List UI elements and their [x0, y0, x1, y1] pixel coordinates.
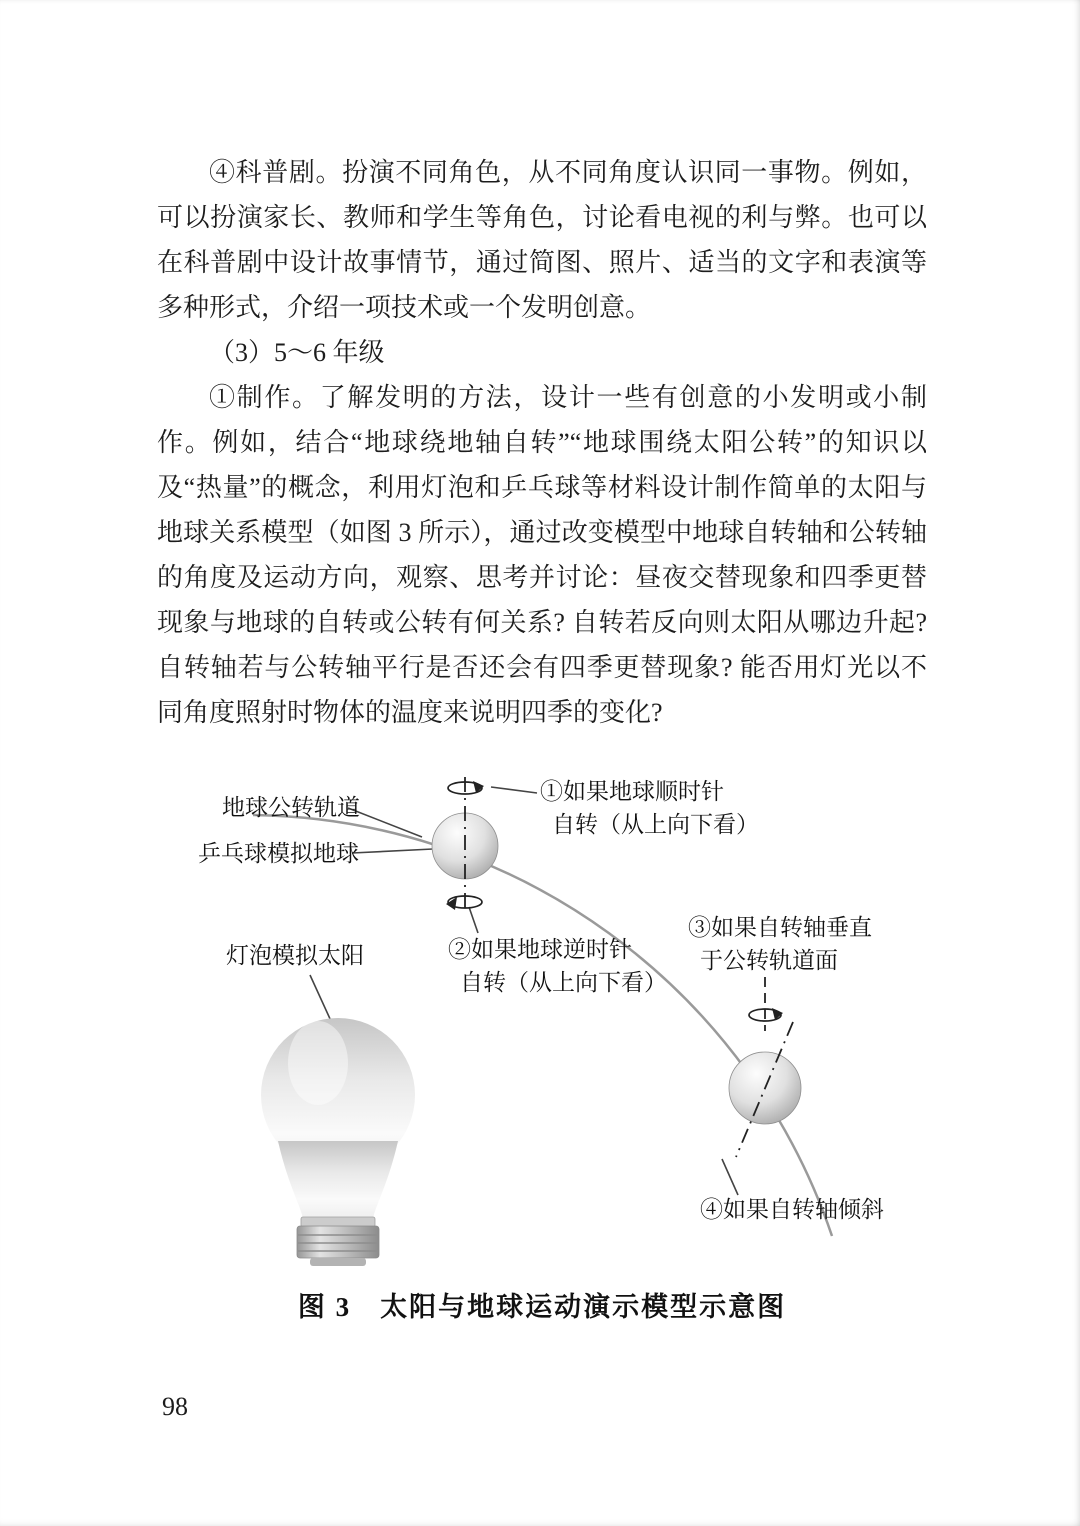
page-number: 98 — [162, 1392, 188, 1421]
note-3-perpendicular-axis — [688, 911, 872, 977]
bulb-highlight — [288, 1021, 348, 1105]
note-4-tilted-axis: ④如果自转轴倾斜 — [700, 1197, 884, 1222]
leader-note-2 — [469, 907, 478, 933]
bulb-neck — [278, 1141, 398, 1219]
figure-caption: 图 3 太阳与地球运动演示模型示意图 — [297, 1292, 787, 1322]
note-1-line-2: 自转（从上向下看） — [552, 812, 759, 837]
note-2-line-1: ②如果地球逆时针 — [448, 937, 632, 962]
light-bulb — [261, 1018, 415, 1266]
label-bulb-sun: 灯泡模拟太阳 — [226, 943, 364, 968]
figure-3 — [160, 763, 950, 1277]
leader-note-1 — [491, 787, 537, 793]
leader-earth-label — [352, 849, 433, 853]
body-text — [157, 150, 927, 735]
note-2-line-2: 自转（从上向下看） — [460, 970, 667, 995]
paragraph-science-drama: ④科普剧。扮演不同角色，从不同角度认识同一事物。例如，可以扮演家长、教师和学生等角色，讨论看电视的利与弊。也可以在科普剧中设计故事情节，通过简图、照片、适当的文字和表演等多种形式，介绍一项技术或一个发明创意。 — [157, 158, 927, 322]
paragraph-making-model: ①制作。了解发明的方法，设计一些有创意的小发明或小制作。例如，结合“地球绕地轴自转”“地球围绕太阳公转”的知识以及“热量”的概念，利用灯泡和乒乓球等材料设计制作简单的太阳与地球关系模型（如图 3 所示），通过改变模型中地球自转轴和公转轴的角度及运动方向，观察、思考并讨论：昼夜交替现象和四季更替现象与地球的自转或公转有何关系? 自转若反向则太阳从哪边升起? 自转轴若与公转轴平行是否还会有四季更替现象? 能否用灯光以不同角度照射时物体的温度来说明四季的变化? — [157, 383, 927, 727]
note-1-line-1: ①如果地球顺时针 — [540, 779, 724, 804]
paragraph-grade-heading: （3）5～6 年级 — [209, 338, 385, 367]
note-3-line-2: 于公转轨道面 — [700, 948, 838, 973]
leader-bulb-label — [310, 975, 331, 1021]
bulb-contact — [310, 1258, 366, 1266]
bulb-collar — [301, 1217, 375, 1227]
note-2-counterclockwise — [448, 933, 667, 999]
note-3-line-1: ③如果自转轴垂直 — [688, 915, 872, 940]
note-1-clockwise — [540, 775, 759, 841]
bulb-screw-base — [297, 1226, 379, 1258]
leader-note-4 — [722, 1159, 738, 1195]
label-ping-pong-earth: 乒乓球模拟地球 — [198, 841, 359, 866]
label-earth-orbit: 地球公转轨道 — [222, 795, 360, 820]
